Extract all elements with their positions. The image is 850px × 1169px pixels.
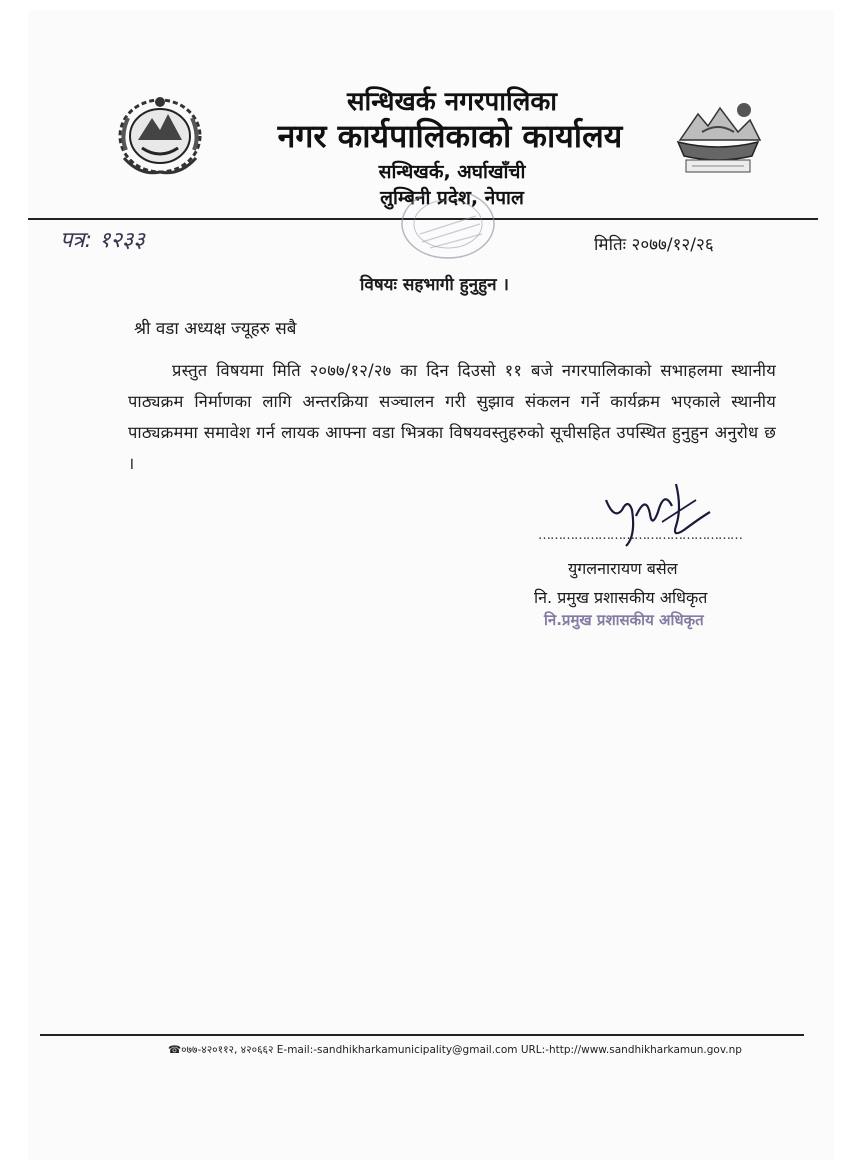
letter-body: प्रस्तुत विषयमा मिति २०७७/१२/२७ का दिन दिउसो ११ बजे नगरपालिकाको सभाहलमा स्थानीय पाठ्यक्रम निर्माणका लागि अन्तरक्रिया सञ्चालन गरी सुझाव संकलन गर्ने कार्यक्रम भएकाले स्थानीय पाठ्यक्रममा समावेश गर्न लायक आफ्ना वडा भित्रका विषयवस्तुहरुको सूचीसहित उपस्थित हुनुहुन अनुरोध छ । (128, 361, 776, 473)
nepal-emblem-icon (110, 88, 210, 180)
footer-contact: ☎०७७-४२०११२, ४२०६६२ E-mail:-sandhikharkamunicipality@gmail.com URL:-http://www.sandhikharkamun.gov.np (168, 1044, 742, 1056)
recipient-line: श्री वडा अध्यक्ष ज्यूहरु सबै (134, 319, 297, 339)
signature-dotted-line: …………………………………………… (538, 528, 742, 543)
designation-stamp: नि.प्रमुख प्रशासकीय अधिकृत (544, 611, 704, 629)
office-stamp-seal (396, 194, 500, 266)
municipality-logo-icon (672, 96, 764, 178)
office-name: नगर कार्यपालिकाको कार्यालय (277, 117, 623, 155)
address-line-1: सन्धिखर्क, अर्घाखाँची (378, 161, 526, 183)
reference-number: पत्र: १२३३ (60, 228, 145, 253)
signatory-title: नि. प्रमुख प्रशासकीय अधिकृत (534, 588, 708, 607)
letter-subject: विषयः सहभागी हुनुहुन । (360, 275, 509, 295)
letter-date: मितिः २०७७/१२/२६ (594, 235, 714, 255)
footer-divider (40, 1034, 804, 1036)
address-line-2: लुम्बिनी प्रदेश, नेपाल (380, 187, 524, 209)
signatory-name: युगलनारायण बसेल (568, 559, 678, 578)
municipality-name: सन्धिखर्क नगरपालिका (346, 87, 558, 117)
